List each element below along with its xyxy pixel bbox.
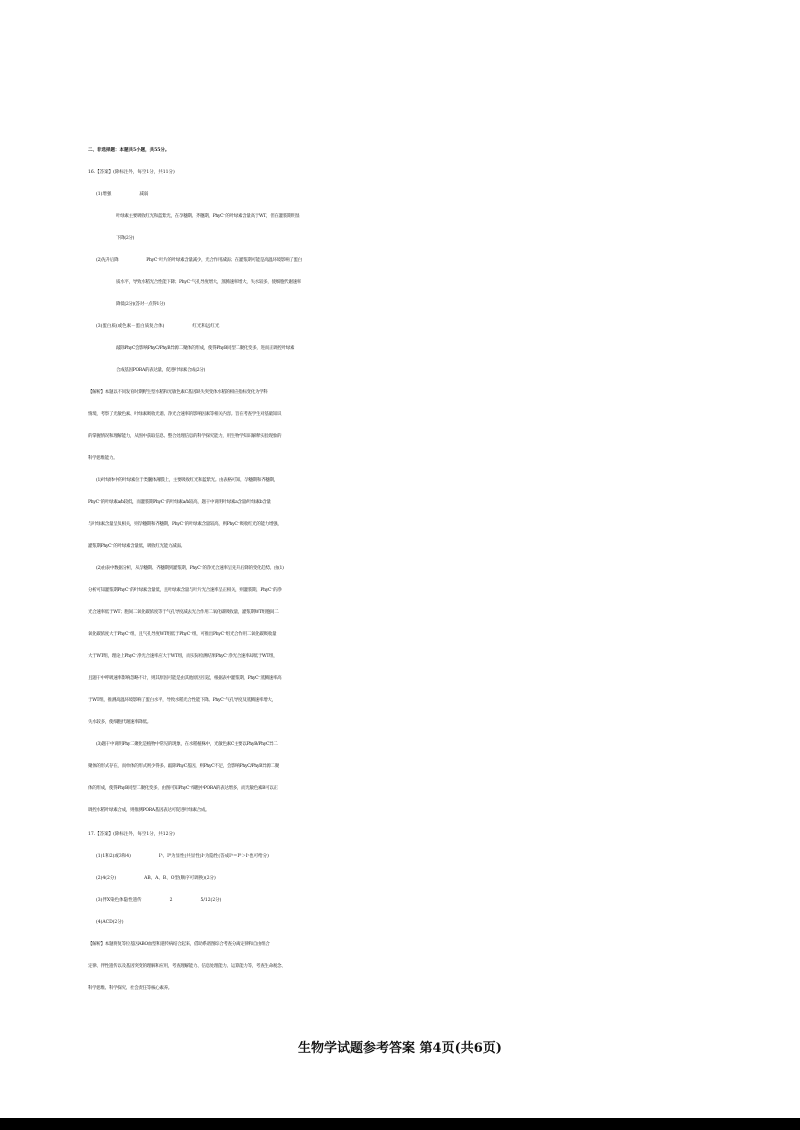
q16-analysis-line: 体的形成，使得PhyB同型二聚化变多，由图可知PhyC⁻细胞中PORA的表达增多，而光敏色素B可以正: [88, 786, 278, 791]
q16-analysis-line: 氧化碳浓度大于PhyC⁻组，且气孔导度WT组低于PhyC⁻组，可推出PhyC⁻组光合作用二氧化碳吸收量: [88, 632, 277, 637]
q16-analysis-line: 【解析】本题以不同发育时期野生型水稻和光敏色素C基因缺失突变体水稻的相应指标变化为学科: [88, 390, 268, 395]
section-header: 二、非选择题：本题共5小题，共55分。: [88, 148, 170, 153]
q16-part1-answer: [0, 184, 800, 206]
q17-heading: 17.【答案】(除标注外，每空1分，共12分): [88, 832, 175, 837]
q16-analysis-line: 光合速率低于WT；胞间二氧化碳浓度等于气孔导度减去光合作用二氧化碳吸收量，灌浆期WT组胞间二: [88, 610, 279, 615]
q17-part2-answer: [0, 868, 800, 890]
q16-analysis-line: 科学思维能力。: [88, 456, 118, 461]
q17-part1-b: Iᴬ、Iᴮ为显性(共显性)Iᶜ为隐性(答成Iᴬ＝Iᴮ＞Iᶜ也可给分): [158, 854, 269, 859]
q16-analysis-line: (3)题干中说明Phy二聚化是植物中常见的现象，在水稻植株中，光敏色素C主要以PhyB/PhyC异二: [96, 742, 278, 747]
q17-analysis-line: 【解析】本题将复等位基因ABO血型和遗传病结合起来，借助系谱图综合考查分离定律和自由组合: [88, 942, 270, 947]
q16-analysis-line: 于WT组，推测高温环境影响了蛋白水平，导致水稻光合性能下降。PhyC⁻气孔导度及蒸腾速率增大，: [88, 698, 276, 703]
q16-part3-text: 合成基因PORA的表达量，促进叶绿素合成(2分): [116, 368, 206, 373]
q16-analysis-line: 灌浆期PhyC⁻的叶绿素含量低，吸收红光能力减弱。: [88, 544, 185, 549]
q17-part1-a: (1)1和2(或3和4): [96, 854, 131, 859]
q16-part1-a: (1)增强: [96, 192, 112, 197]
q16-part3-text: 敲除PhyC会影响PhyC/PhyB异源二聚体的形成，使得PhyB同型二聚化变多，进而正调控叶绿素: [116, 346, 295, 351]
q16-analysis-line: 失水较多，使细胞代谢速率降低。: [88, 720, 151, 725]
q17-part2-b: AB、A、B、O型(顺序可调换)(2分): [144, 876, 216, 881]
q16-analysis-line: 的掌握情况和理解能力，从图中获取信息、整合处理信息的科学探究能力，用生物学知识解释实验现象的: [88, 434, 282, 439]
q16-part2-text: 降低(2分)(答对一点得1分): [116, 302, 165, 307]
q16-part2-text: 质水平，导致水稻光合性能下降；PhyC⁻气孔导度增大，蒸腾速率增大，失水较多，使细胞代谢速率: [116, 280, 301, 285]
q16-part3-answer: [0, 316, 800, 338]
q16-part1-text: 叶绿素主要吸收红光和蓝紫光，在孕穗期、齐穗期，PhyC⁻的叶绿素含量高于WT，但在灌浆期明显: [116, 214, 300, 219]
q16-part3-a: (3)蛋白质(或色素－蛋白质复合体): [96, 324, 165, 329]
q16-part2-answer: [0, 250, 800, 272]
q17-part4-answer: (4)ACD(2分): [96, 920, 124, 925]
q16-analysis-line: 聚体的形式存在，而单体的形式则少得多。敲除PhyC基因，则PhyC不足，会影响PhyC/PhyB异源二聚: [88, 764, 279, 769]
q16-part1-text: 下降(2分): [116, 236, 135, 241]
q16-analysis-line: PhyC⁻的叶绿素a/b较低，而灌浆期PhyC⁻的叶绿素a/b较高，题干中说明叶绿素a含量/叶绿素b含量: [88, 500, 271, 505]
q17-part3-b: 2: [169, 898, 173, 903]
q16-analysis-line: 大于WT组，理论上PhyC⁻净光合速率应大于WT组，而实际检测结果PhyC⁻净光合速率却低于WT组，: [88, 654, 278, 659]
q17-part3-a: (3)伴X染色体隐性遗传: [96, 898, 142, 903]
q16-analysis-line: 情境，考察了光敏色素、叶绿素吸收光谱、净光合速率的影响因素等相关内容。旨在考查学生对基础知识: [88, 412, 282, 417]
q16-analysis-line: 分析可知灌浆期PhyC⁻的叶绿素含量低，且叶绿素含量与叶片光合速率呈正相关，则灌浆期，PhyC⁻的净: [88, 588, 282, 593]
q16-analysis-line: (1)叶绿体中的叶绿素位于类囊体薄膜上，主要吸收红光和蓝紫光。由表格可知，孕穗期和齐穗期，: [96, 478, 278, 483]
q16-part2-a: (2)先升后降: [96, 258, 119, 263]
q16-part3-b: 红光和远红光: [192, 324, 220, 329]
q16-analysis-line: 且题干中呼吸速率影响忽略不计，则其原因可能是由其他原因引起，根据表中灌浆期，PhyC⁻蒸腾速率高: [88, 676, 282, 681]
q17-part3-c: 5/12(2分): [200, 898, 222, 903]
q16-part1-b: 减弱: [139, 192, 149, 197]
q17-part1-answer: [0, 846, 800, 868]
q17-part2-a: (2)4(2分): [96, 876, 117, 881]
q17-analysis-line: 科学思维、科学探究、社会责任等核心素养。: [88, 986, 172, 991]
q16-analysis-line: 调控水稻叶绿素合成，则推测PORA基因表达可促进叶绿素合成。: [88, 808, 210, 813]
q16-part2-text: PhyC⁻叶片的叶绿素含量减少，光合作用减弱；在灌浆期可能是高温环境影响了蛋白: [146, 258, 302, 263]
q16-analysis-line: (2)由表中数据分析，从孕穗期、齐穗期到灌浆期，PhyC⁻的净光合速率呈先升后降的变化趋势。由(1): [96, 566, 284, 571]
q17-analysis-line: 定律、伴性遗传以及基因突变的理解和应用，考查理解能力、信息处理能力、运算能力等，考查生命观念、: [88, 964, 286, 969]
q16-heading: 16.【答案】(除标注外，每空1分，共11分): [88, 170, 175, 175]
q16-analysis-line: 与叶绿素含量呈负相关，则孕穗期和齐穗期，PhyC⁻的叶绿素含量较高，则PhyC⁻吸收红光的能力增强，: [88, 522, 282, 527]
q17-part3-answer: [0, 890, 800, 912]
scan-border: [0, 1118, 800, 1130]
page-footer: 生物学试题参考答案 第4页(共6页): [298, 1041, 502, 1056]
